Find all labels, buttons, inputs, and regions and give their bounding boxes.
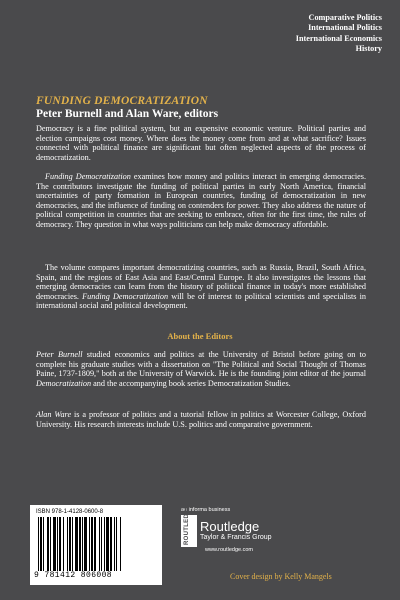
editor-name: Peter Burnell xyxy=(36,350,83,359)
isbn-label: ISBN 978-1-4128-0600-8 xyxy=(36,509,104,515)
book-title-italic: Funding Democratization xyxy=(45,172,131,181)
routledge-logo-text: ROUTLEDGE xyxy=(184,504,190,545)
informa-tagline: an informa business xyxy=(181,507,231,513)
bio-text xyxy=(36,410,366,429)
bio-text: is a professor of politics and a tutorial fellow in politics at Worcester College, Oxford University. His research interests include U.S. politics and comparative government. xyxy=(36,410,366,429)
subject-item: Comparative Politics xyxy=(308,13,382,22)
bio-alan-ware xyxy=(36,410,366,429)
bio-text: and the accompanying book series Democratization Studies. xyxy=(91,378,291,388)
description-paragraph-2 xyxy=(36,172,366,230)
description-text: examines how money and politics interact in emerging democracies. The contributors investigate the funding of political parties in early North America, financial uncertainties of party formation in European countries, funding of democratization in new democracies, and the influence of funding on contenders for power. They also address the nature of political competition in countries that are seeking to embrace, often for the first time, the rules of democracy. They question in what ways politicians can help make democracy affordable. xyxy=(36,172,366,229)
book-title: FUNDING DEMOCRATIZATION xyxy=(36,95,208,107)
routledge-logo-icon xyxy=(181,504,197,547)
bio-peter-burnell xyxy=(36,350,366,388)
book-title-italic: Funding Democratization xyxy=(82,291,169,301)
barcode-digits: 9 781412 806008 xyxy=(34,571,113,580)
subject-list xyxy=(296,13,382,55)
bio-text xyxy=(36,350,366,388)
subject-item: History xyxy=(355,44,382,54)
publisher-url: www.routledge.com xyxy=(205,547,253,553)
editor-name: Alan Ware xyxy=(36,410,72,419)
description-text: Democracy is a fine political system, but an expensive economic venture. Political parties and election campaigns cost money. Where does the money come from and at what sacrifice? Issues connected with political finance are significant but often neglected aspects of the process of democratization. xyxy=(36,124,366,162)
editors-line: Peter Burnell and Alan Ware, editors xyxy=(36,108,219,120)
description-paragraph-1 xyxy=(36,124,366,162)
description-text xyxy=(36,263,366,311)
about-editors-heading: About the Editors xyxy=(167,331,233,341)
publisher-group: Taylor & Francis Group xyxy=(200,534,272,541)
cover-design-credit: Cover design by Kelly Mangels xyxy=(230,572,332,581)
barcode xyxy=(30,505,162,585)
description-paragraph-3 xyxy=(36,263,366,311)
publisher-name: Routledge xyxy=(200,519,260,534)
bio-text: studied economics and politics at the University of Bristol before going on to complete his graduate studies with a dissertation on "The Political and Social Thought of Thomas Paine, 1737-1809," both at the University of Warwick. He is the founding joint editor of the journal xyxy=(36,350,367,379)
description-text: The volume compares important democratizing countries, such as Russia, Brazil, South Africa, Spain, and the regions of East Asia and East/Central Europe. It also investigates the lessons that emerging democracies can learn from the history of political finance in today's more established democracies. xyxy=(36,263,366,301)
subject-item: International Politics xyxy=(308,23,382,33)
subject-item: International Economics xyxy=(295,33,382,43)
journal-name: Democratization xyxy=(36,378,92,388)
barcode-bars xyxy=(38,517,154,571)
description-text: will be of interest to political scientists and specialists in international social and political development. xyxy=(36,291,367,311)
description-text xyxy=(36,172,366,230)
